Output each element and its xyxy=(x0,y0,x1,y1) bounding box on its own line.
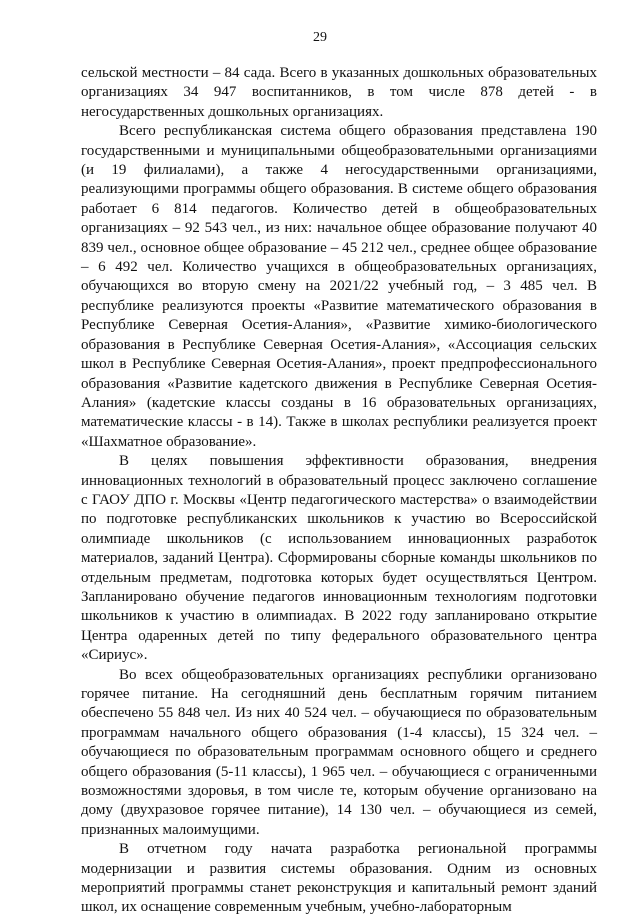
paragraph-hot-meals: Во всех общеобразовательных организациях республики организовано горячее питание. На сегодняшний день бесплатным горячим питанием обеспечено 55 848 чел. Из них 40 524 чел. – обучающиеся по образовательным программам начального общего образования (1-4 классы), 15 324 чел. – обучающиеся по образовательным программам основного общего и среднего общего образования (5-11 классы), 1 965 чел. – обучающиеся с ограниченными возможностями здоровья, в том числе те, которым обучение организовано на дому (двухразовое горячее питание), 14 130 чел. – обучающиеся из семей, признанных малоимущими. xyxy=(81,666,597,838)
paragraph-innovation-agreement: В целях повышения эффективности образования, внедрения инновационных технологий в образовательный процесс заключено соглашение с ГАОУ ДПО г. Москвы «Центр педагогического мастерства» о взаимодействии по подготовке республиканских школьников к участию во Всероссийской олимпиаде школьников (с использованием инновационных разработок материалов, заданий Центра). Сформированы сборные команды школьников по отдельным предметам, подготовка которых будет осуществляться Центром. Запланировано обучение педагогов инновационным технологиям подготовки школьников к участию в олимпиадах. В 2022 году запланировано открытие Центра одаренных детей по типу федерального образовательного центра «Сириус». xyxy=(81,453,597,664)
body-text xyxy=(81,64,597,918)
page-number: 29 xyxy=(313,30,327,45)
paragraph-general-education: Всего республиканская система общего образования представлена 190 государственными и муниципальными общеобразовательными организациями (и 19 филиалами), а также 4 негосударственными организациями, реализующими программы общего образования. В системе общего образования работает 6 814 педагогов. Количество детей в общеобразовательных организациях – 92 543 чел., из них: начальное общее образование получают 40 839 чел., основное общее образование – 45 212 чел., среднее общее образование – 6 492 чел. Количество учащихся в общеобразовательных организациях, обучающихся во вторую смену на 2021/22 учебный год, – 3 485 чел. В республике реализуются проекты «Развитие математического образования в Республике Северная Осетия-Алания», «Развитие химико-биологического образования в Республике Северная Осетия-Алания», «Ассоциация сельских школ в Республике Северная Осетия-Алания», проект предпрофессионального образования «Развитие кадетского движения в Республике Северная Осетия-Алания» (кадетские классы созданы в 16 образовательных организациях, математические классы - в 14). Также в школах республики реализуется проект «Шахматное образование». xyxy=(81,123,597,450)
paragraph-preschool-continuation: сельской местности – 84 сада. Всего в указанных дошкольных образовательных организациях 34 947 воспитанников, в том числе 878 детей - в негосударственных дошкольных организациях. xyxy=(81,65,597,120)
paragraph-modernization-program: В отчетном году начата разработка региональной программы модернизации и развития системы образования. Одним из основных мероприятий программы станет реконструкция и капитальный ремонт зданий школ, их оснащение современным учебным, учебно-лабораторным xyxy=(81,841,597,916)
